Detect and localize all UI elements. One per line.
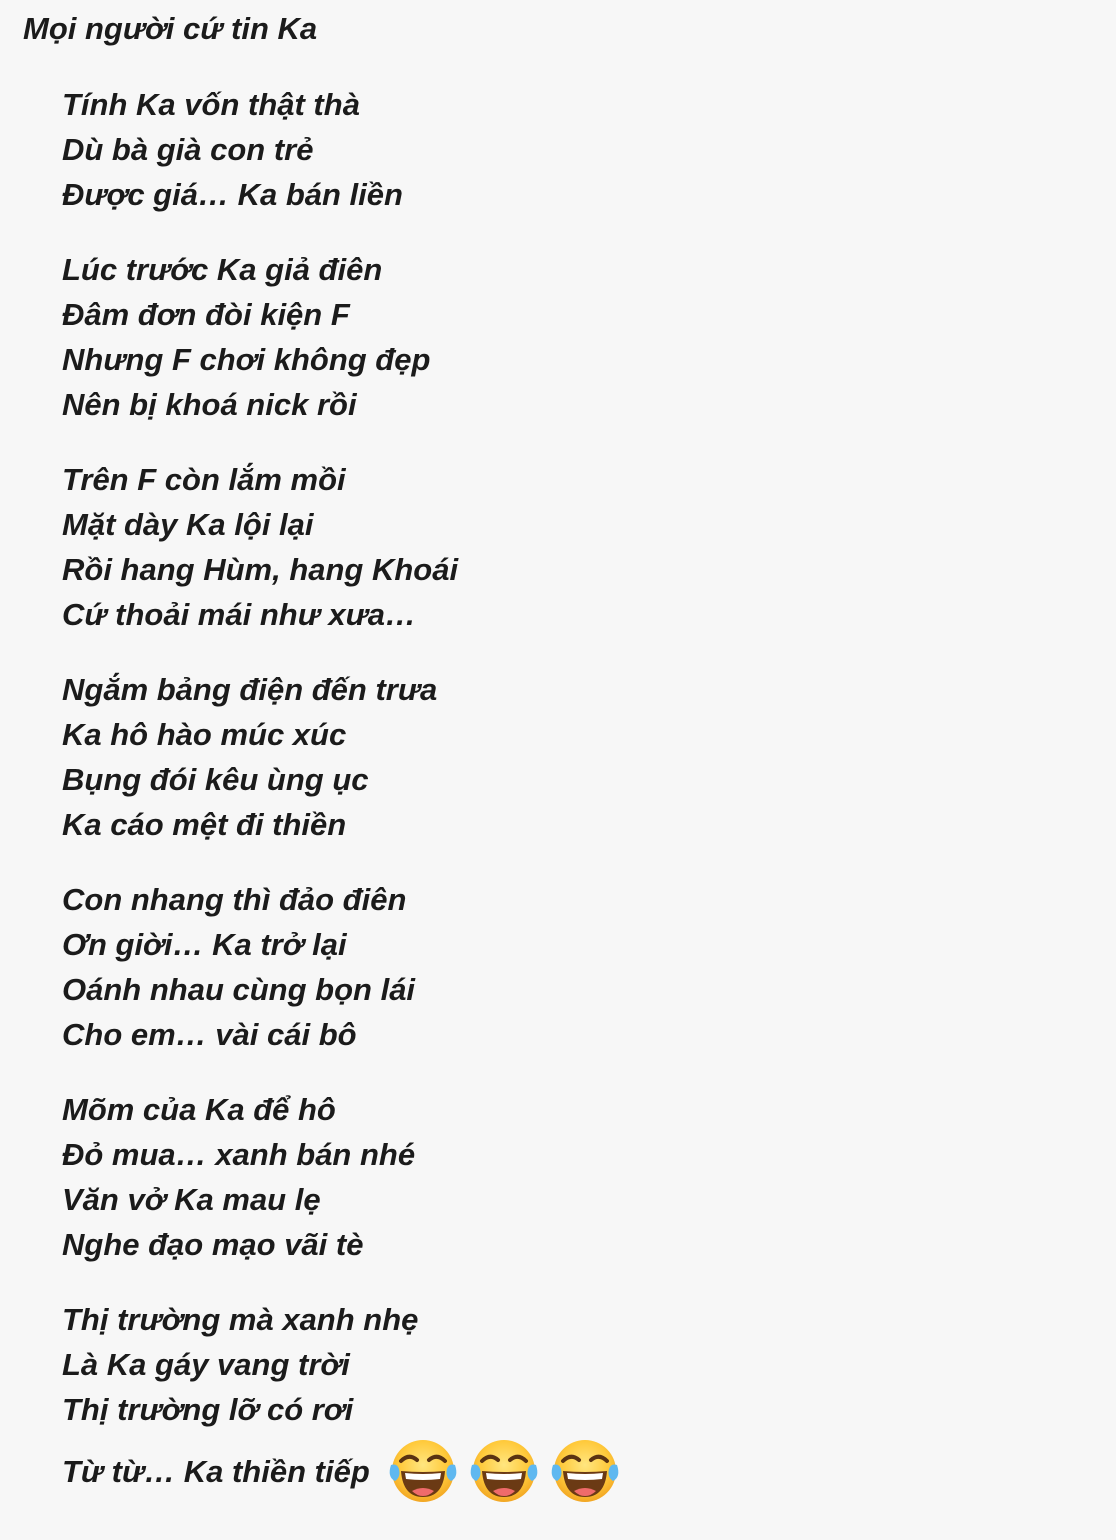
poem-title: Mọi người cứ tin Ka [23, 11, 318, 46]
face-with-tears-of-joy-icon [387, 1433, 459, 1505]
poem-line: Rồi hang Hùm, hang Khoái [62, 552, 459, 587]
poem-line: Dù bà già con trẻ [62, 132, 314, 167]
poem-line-last [62, 1438, 621, 1510]
poem-line: Trên F còn lắm mồi [62, 462, 346, 497]
poem-line: Ka hô hào múc xúc [62, 717, 347, 752]
poem-line: Văn vở Ka mau lẹ [62, 1182, 321, 1217]
poem-line: Cho em… vài cái bô [62, 1017, 357, 1052]
stanza-5 [62, 877, 415, 1057]
stanza-6 [62, 1087, 415, 1267]
stanza-1 [62, 82, 403, 217]
poem-line: Nên bị khoá nick rồi [62, 387, 357, 422]
poem-line: Nghe đạo mạo vãi tè [62, 1227, 364, 1262]
poem-line: Lúc trước Ka giả điên [62, 252, 383, 287]
face-with-tears-of-joy-icon [549, 1433, 621, 1505]
stanza-3 [62, 457, 458, 637]
poem-line: Thị trường lỡ có rơi [62, 1392, 354, 1427]
poem-line: Thị trường mà xanh nhẹ [62, 1302, 419, 1337]
poem-line: Ka cáo mệt đi thiền [62, 807, 347, 842]
poem-line: Bụng đói kêu ùng ục [62, 762, 369, 797]
poem-line: Đâm đơn đòi kiện F [62, 297, 350, 332]
poem-line: Đỏ mua… xanh bán nhé [62, 1137, 416, 1172]
poem-line: Cứ thoải mái như xưa… [62, 597, 417, 632]
poem-line: Ơn giời… Ka trở lại [62, 927, 347, 962]
stanza-4 [62, 667, 437, 847]
poem-line: Con nhang thì đảo điên [62, 882, 407, 917]
poem-line: Được giá… Ka bán liền [62, 177, 403, 212]
emoji-group [378, 1433, 621, 1505]
stanza-2 [62, 247, 430, 427]
stanza-7 [62, 1297, 621, 1510]
poem-line: Ngắm bảng điện đến trưa [62, 672, 438, 707]
face-with-tears-of-joy-icon [468, 1433, 540, 1505]
poem-line: Oánh nhau cùng bọn lái [62, 972, 416, 1007]
poem-line: Nhưng F chơi không đẹp [62, 342, 431, 377]
poem-line: Mặt dày Ka lội lại [62, 507, 314, 542]
poem-line-text: Từ từ… Ka thiền tiếp [62, 1454, 370, 1490]
poem-line: Mõm của Ka để hô [62, 1092, 336, 1127]
poem-line: Là Ka gáy vang trời [62, 1347, 350, 1382]
poem-line: Tính Ka vốn thật thà [62, 87, 360, 122]
